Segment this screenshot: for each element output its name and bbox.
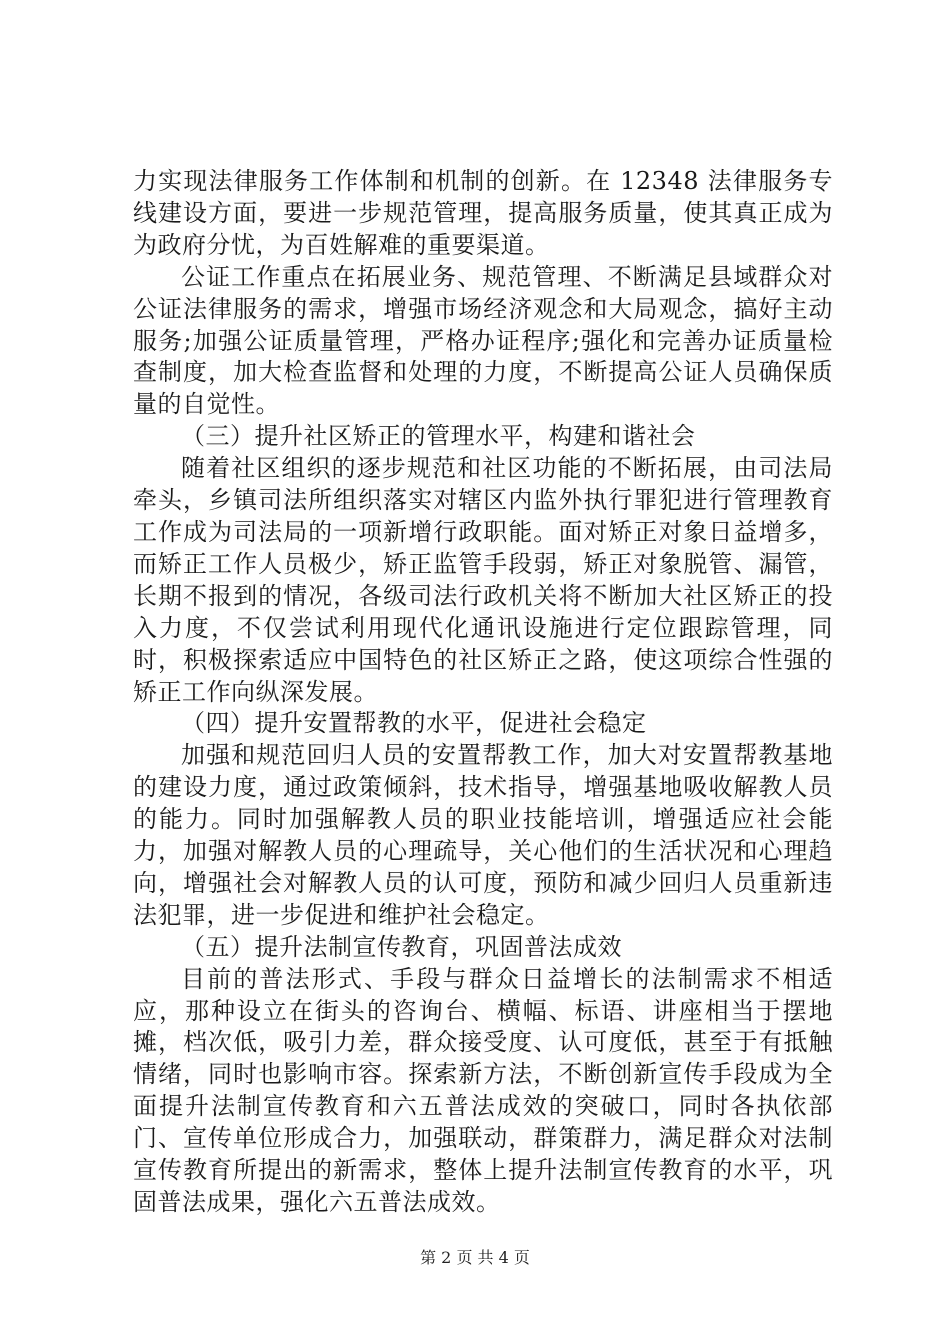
section-heading-3: （三）提升社区矫正的管理水平，构建和谐社会 [181, 422, 696, 451]
paragraph-2: 公证工作重点在拓展业务、规范管理、不断满足县域群众对公证法律服务的需求，增强市场经济观念和大局观念，搞好主动服务;加强公证质量管理，严格办证程序;强化和完善办证质量检查制度，加大检查监督和处理的力度，不断提高公证人员确保质量的自觉性。 [133, 262, 833, 419]
paragraph-5: 目前的普法形式、手段与群众日益增长的法制需求不相适应，那种设立在街头的咨询台、横幅、标语、讲座相当于摆地摊，档次低，吸引力差，群众接受度、认可度低，甚至于有抵触情绪，同时也影响市容。探索新方法，不断创新宣传手段成为全面提升法制宣传教育和六五普法成效的突破口，同时各执依部门、宣传单位形成合力，加强联动，群策群力，满足群众对法制宣传教育所提出的新需求，整体上提升法制宣传教育的水平，巩固普法成果，强化六五普法成效。 [133, 964, 833, 1216]
page-number-footer: 第 2 页 共 4 页 [420, 1248, 530, 1267]
paragraph-1: 力实现法律服务工作体制和机制的创新。在 12348 法律服务专线建设方面，要进一步规范管理，提高服务质量，使其真正成为为政府分忧，为百姓解难的重要渠道。 [133, 167, 833, 259]
section-heading-4: （四）提升安置帮教的水平，促进社会稳定 [181, 709, 647, 738]
paragraph-3: 随着社区组织的逐步规范和社区功能的不断拓展，由司法局牵头，乡镇司法所组织落实对辖区内监外执行罪犯进行管理教育工作成为司法局的一项新增行政职能。面对矫正对象日益增多，而矫正工作人员极少，矫正监管手段弱，矫正对象脱管、漏管，长期不报到的情况，各级司法行政机关将不断加大社区矫正的投入力度，不仅尝试利用现代化通讯设施进行定位跟踪管理，同时，积极探索适应中国特色的社区矫正之路，使这项综合性强的矫正工作向纵深发展。 [133, 454, 833, 706]
document-body [133, 166, 833, 1219]
section-heading-5: （五）提升法制宣传教育，巩固普法成效 [181, 932, 622, 961]
paragraph-4: 加强和规范回归人员的安置帮教工作，加大对安置帮教基地的建设力度，通过政策倾斜，技术指导，增强基地吸收解教人员的能力。同时加强解教人员的职业技能培训，增强适应社会能力，加强对解教人员的心理疏导，关心他们的生活状况和心理趋向，增强社会对解教人员的认可度，预防和减少回归人员重新违法犯罪，进一步促进和维护社会稳定。 [133, 741, 833, 929]
